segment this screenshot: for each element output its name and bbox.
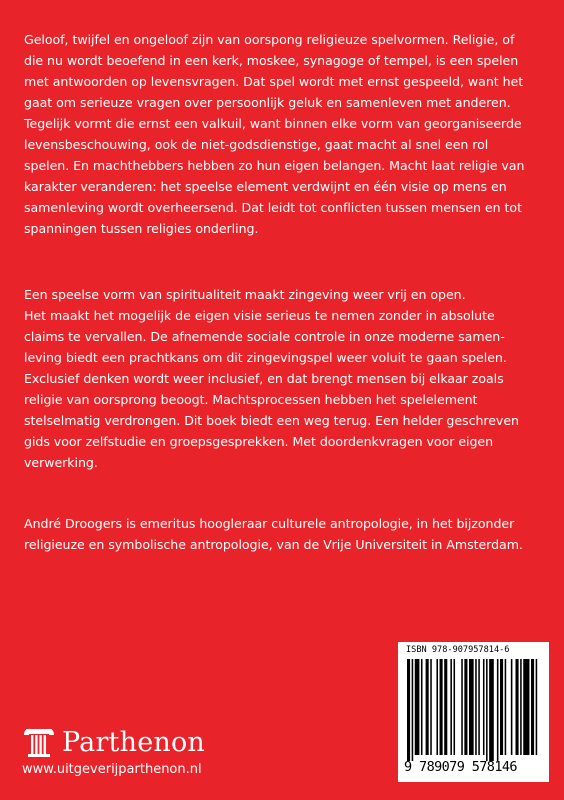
barcode bbox=[398, 642, 549, 782]
text-line: verwerking. bbox=[24, 455, 98, 470]
barcode-bar bbox=[478, 659, 480, 755]
barcode-bar bbox=[454, 659, 456, 755]
text-line: Het maakt het mogelijk de eigen visie serieus te nemen zonder in absolute bbox=[24, 308, 495, 323]
text-line: religieuze en symbolische antropologie, van de Vrije Universiteit in Amsterdam. bbox=[24, 537, 523, 552]
barcode-bar bbox=[516, 659, 519, 755]
column-icon bbox=[20, 726, 58, 758]
text-line: Een speelse vorm van spiritualiteit maakt zingeving weer vrij en open. bbox=[24, 287, 466, 302]
text-line: leving biedt een prachtkans om dit zingevingspel weer voluit te gaan spelen. bbox=[24, 350, 507, 365]
text-line: karakter veranderen: het speelse element verdwijnt en één visie op mens en bbox=[24, 179, 507, 194]
isbn-label: ISBN 978-907957814-6 bbox=[406, 645, 510, 655]
author-bio bbox=[24, 513, 546, 555]
barcode-bar bbox=[412, 659, 414, 761]
text-line: samenleving wordt overheersend. Dat leidt tot conflicten tussen mensen en tot bbox=[24, 200, 522, 215]
barcode-bar bbox=[440, 659, 443, 755]
text-line: André Droogers is emeritus hoogleraar culturele antropologie, in het bijzonder bbox=[24, 516, 515, 531]
barcode-bar bbox=[486, 659, 488, 761]
description-paragraph-1 bbox=[24, 29, 546, 239]
barcode-bar bbox=[511, 659, 513, 755]
text-line: die nu wordt beoefend in een kerk, moskee, synagoge of tempel, is een spelen bbox=[24, 53, 519, 68]
barcode-bars bbox=[403, 659, 544, 761]
text-line: stelselmatig verdrongen. Dit boek biedt een weg terug. Een helder geschreven bbox=[24, 413, 519, 428]
barcode-bar bbox=[469, 659, 474, 755]
barcode-bar bbox=[500, 659, 503, 755]
publisher-name: Parthenon bbox=[62, 726, 206, 758]
description-paragraph-2 bbox=[24, 284, 546, 473]
barcode-bar bbox=[536, 659, 538, 755]
barcode-bar bbox=[489, 659, 494, 761]
publisher-logo bbox=[20, 724, 205, 760]
text-line: claims te vervallen. De afnemende sociale controle in onze moderne samen- bbox=[24, 329, 505, 344]
text-line: gids voor zelfstudie en groepsgesprekken. Met doordenkvragen voor eigen bbox=[24, 434, 494, 449]
barcode-bar bbox=[520, 659, 522, 755]
text-line: Geloof, twijfel en ongeloof zijn van oorspong religieuze spelvormen. Religie, of bbox=[24, 32, 515, 47]
text-line: met antwoorden op levensvragen. Dat spel wordt met ernst gespeeld, want het bbox=[24, 74, 524, 89]
barcode-bar bbox=[450, 659, 452, 755]
text-line: gaat om serieuze vragen over persoonlijk geluk en samenleven met anderen. bbox=[24, 95, 511, 110]
barcode-bar bbox=[483, 659, 485, 755]
barcode-digits: 9 789079 578146 bbox=[404, 759, 517, 775]
text-line: spanningen tussen religies onderling. bbox=[24, 221, 259, 236]
barcode-bar bbox=[407, 659, 410, 761]
barcode-bar bbox=[426, 659, 429, 755]
barcode-bar bbox=[464, 659, 467, 755]
barcode-bar bbox=[421, 659, 423, 755]
text-line: Tegelijk vormt die ernst een valkuil, want binnen elke vorm van georganiseerde bbox=[24, 116, 522, 131]
barcode-bar bbox=[497, 659, 499, 761]
publisher-website: www.uitgeverijparthenon.nl bbox=[22, 762, 202, 777]
text-line: religie van oorsprong beoogt. Machtsprocessen hebben het spelelement bbox=[24, 392, 478, 407]
barcode-bar bbox=[436, 659, 438, 755]
text-line: spelen. En machthebbers hebben zo hun eigen belangen. Macht laat religie van bbox=[24, 158, 525, 173]
barcode-bar bbox=[430, 659, 432, 755]
text-line: levensbeschouwing, ook de niet-godsdienstige, gaat macht al snel een rol bbox=[24, 137, 489, 152]
barcode-bar bbox=[415, 659, 420, 755]
barcode-bar bbox=[531, 659, 534, 755]
barcode-bar bbox=[505, 659, 507, 755]
barcode-bar bbox=[444, 659, 447, 755]
barcode-bar bbox=[461, 659, 463, 755]
barcode-bar bbox=[475, 659, 477, 755]
barcode-bar bbox=[523, 659, 529, 755]
text-line: Exclusief denken wordt weer inclusief, en dat brengt mensen bij elkaar zoals bbox=[24, 371, 504, 386]
